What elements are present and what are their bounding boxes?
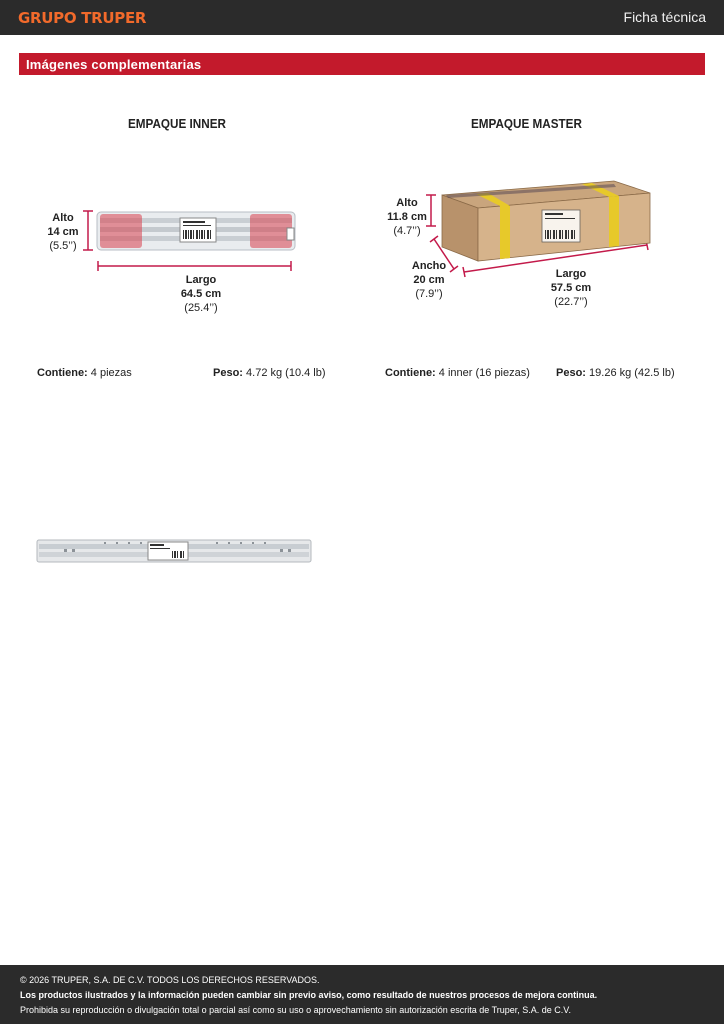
master-weight: Peso: 19.26 kg (42.5 lb) [556,367,675,379]
header-bar [0,0,724,35]
master-contents: Contiene: 4 inner (16 piezas) [385,367,530,379]
footer [0,965,724,1024]
master-length-label: Largo 57.5 cm (22.7’’) [550,268,592,308]
inner-pack-title: EMPAQUE INNER [128,116,226,131]
section-header [19,53,705,75]
inner-length-label: Largo 64.5 cm (25.4’’) [180,274,222,314]
inner-pack-image [80,200,305,275]
footer-notice: Los productos ilustrados y la información pueden cambiar sin previo aviso, como resultado de nuestros procesos de mejora continua. [20,990,598,1000]
inner-height-label: Alto 14 cm (5.5’’) [47,212,79,252]
document-type: Ficha técnica [623,9,706,25]
drawer-slide-image [36,538,312,564]
section-title: Imágenes complementarias [26,57,202,72]
brand-logo: GRUPO TRUPER [18,9,147,27]
footer-copyright: © 2026 TRUPER, S.A. DE C.V. TODOS LOS DERECHOS RESERVADOS. [20,975,320,985]
inner-weight: Peso: 4.72 kg (10.4 lb) [213,367,326,379]
master-pack-title: EMPAQUE MASTER [471,116,582,131]
master-width-label: Ancho 20 cm (7.9’’) [411,260,447,300]
master-height-label: Alto 11.8 cm (4.7’’) [387,197,427,237]
footer-prohibition: Prohibida su reproducción o divulgación total o parcial así como su uso o aprovechamiento sin autorización escrita de Truper, S.A. de C.V. [20,1005,571,1015]
master-box-image [420,175,660,280]
inner-contents: Contiene: 4 piezas [37,367,132,379]
